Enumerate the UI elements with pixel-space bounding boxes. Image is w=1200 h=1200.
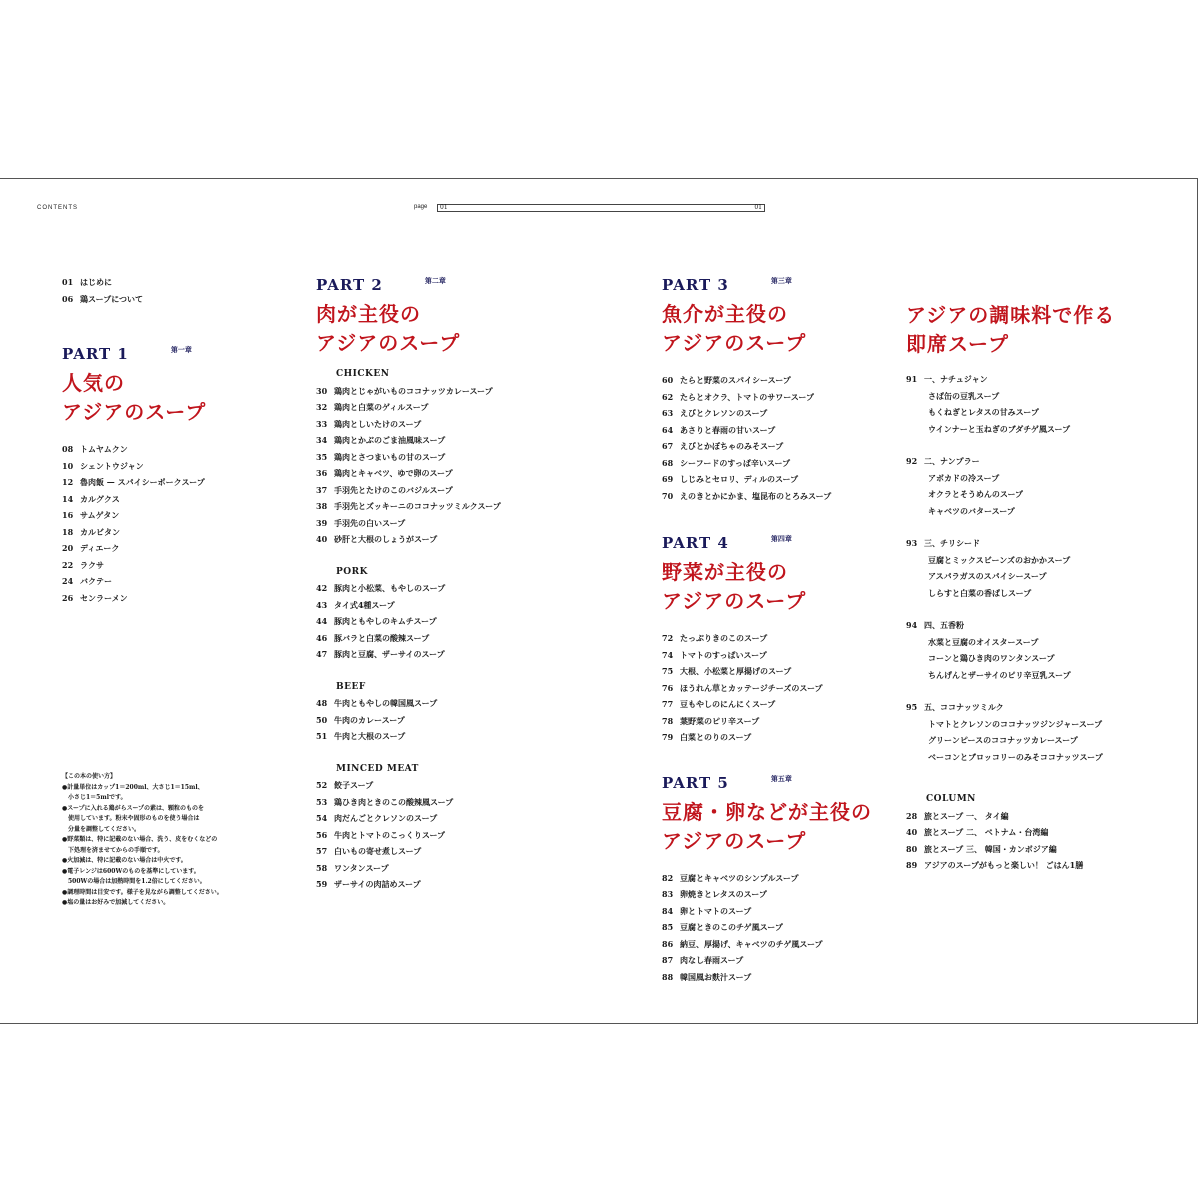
toc-item[interactable] [662, 936, 902, 953]
category-label: MINCED MEAT [336, 763, 419, 774]
toc-item[interactable] [62, 491, 262, 508]
item-title: 豆腐とキャベツのシンプルスープ [680, 872, 799, 883]
item-title: 鶏ひき肉ときのこの酸辣風スープ [334, 796, 454, 807]
usage-note [62, 772, 240, 909]
item-title: 魯肉飯 — スパイシーポークスープ [80, 477, 205, 487]
toc-item[interactable]: しらすと白菜の香ばしスープ [928, 587, 1032, 598]
item-title: 白菜とのりのスープ [680, 732, 752, 742]
page-slider[interactable] [437, 204, 765, 212]
page-number: 40 [316, 534, 328, 544]
item-title: 鶏肉とさつまいもの甘のスープ [334, 451, 446, 462]
page-number: 48 [316, 698, 328, 708]
usage-note-heading: 【この本の使い方】 [62, 773, 117, 780]
page-number: 94 [906, 620, 918, 630]
item-title: ほうれん草とカッテージチーズのスープ [680, 682, 823, 693]
part4-title: 野菜が主役の アジアのスープ [662, 560, 807, 613]
page-number: 35 [316, 451, 328, 462]
toc-item[interactable] [316, 482, 576, 499]
toc-item[interactable] [906, 841, 1166, 858]
toc-item[interactable] [62, 590, 262, 607]
column-list [906, 808, 1166, 874]
page-number: 79 [662, 732, 674, 742]
page-number: 47 [316, 649, 328, 659]
note-line: 500Wの場合は加熱時間を1.2倍にしてください。 [62, 878, 206, 885]
toc-item[interactable] [662, 488, 902, 505]
toc-item[interactable] [662, 405, 902, 422]
page-number: 70 [662, 490, 674, 501]
part6-title: アジアの調味料で作る 即席スープ [906, 303, 1116, 356]
page-number: 37 [316, 484, 328, 495]
page-number: 88 [662, 971, 674, 982]
column-1 [62, 274, 262, 606]
item-title: 二、ナンプラー [924, 456, 980, 466]
toc-item[interactable] [316, 383, 576, 400]
page-number: 57 [316, 846, 328, 856]
page-number: 62 [662, 391, 674, 402]
page-number: 28 [906, 810, 918, 821]
toc-item[interactable]: コーンと鶏ひき肉のワンタンスープ [928, 653, 1055, 663]
item-title: トムヤムクン [80, 444, 128, 454]
item-title: センラーメン [80, 592, 128, 603]
note-line: ●調理時間は目安です。様子を見ながら調整してください。 [62, 888, 223, 896]
page-number: 68 [662, 457, 674, 468]
item-title: 鶏肉と白菜のゲィルスープ [334, 402, 429, 412]
toc-item[interactable] [316, 432, 576, 449]
toc-item[interactable] [316, 416, 576, 433]
note-line: 小さじ1＝5mlです。 [62, 794, 127, 801]
page-number: 50 [316, 714, 328, 725]
column-4 [906, 301, 1166, 874]
column-3 [662, 276, 902, 985]
item-title: 旅とスープ 一、 タイ編 [924, 810, 1009, 821]
toc-item[interactable]: アボカドの冷スープ [928, 472, 1000, 483]
page-number: 42 [316, 583, 328, 593]
toc-item[interactable] [316, 531, 576, 548]
note-line: 使用しています。粉末や固形のものを使う場合は [62, 815, 200, 822]
page-number: 22 [62, 559, 74, 570]
part6-list [906, 371, 1166, 765]
item-title: 五、ココナッツミルク [924, 702, 1004, 712]
toc-item[interactable] [906, 808, 1166, 825]
item-title: 納豆、厚揚げ、キャベツのチゲ風スープ [680, 938, 823, 949]
page-number: 44 [316, 616, 328, 626]
toc-item[interactable] [662, 422, 902, 439]
toc-item[interactable] [662, 713, 902, 730]
item-title: 鶏肉とじゃがいものココナッツカレースープ [334, 385, 493, 396]
toc-item[interactable] [316, 876, 576, 893]
toc-item[interactable] [662, 438, 902, 455]
toc-item[interactable] [906, 857, 1166, 874]
toc-item[interactable] [316, 728, 576, 745]
toc-item[interactable] [62, 524, 262, 541]
toc-item[interactable] [316, 613, 576, 630]
toc-item[interactable] [906, 453, 1166, 470]
item-title: 豚バラと白菜の酸辣スープ [334, 632, 430, 643]
toc-item[interactable] [662, 455, 902, 472]
toc-item[interactable] [316, 843, 576, 860]
pager-start: 01 [440, 204, 448, 211]
toc-item[interactable] [316, 630, 576, 647]
toc-item[interactable]: グリーンピースのココナッツカレースープ [928, 735, 1078, 745]
item-title: 旅とスープ 二、 ベトナム・台湾編 [924, 827, 1049, 837]
item-title: シーフードのすっぱ辛いスープ [680, 457, 791, 468]
item-title: 三、チリシード [924, 538, 980, 548]
page-number: 76 [662, 682, 674, 693]
toc-item[interactable] [62, 540, 262, 557]
page-number: 24 [62, 576, 74, 586]
toc-item[interactable]: ベーコンとブロッコリーのみそココナッツスープ [928, 751, 1103, 762]
page-number: 51 [316, 731, 328, 741]
item-title: 四、五香粉 [924, 620, 964, 630]
page-number: 38 [316, 501, 328, 511]
toc-item[interactable] [316, 712, 576, 729]
toc-item[interactable] [906, 617, 1166, 634]
part1-list [62, 441, 262, 606]
contents-label: CONTENTS [37, 205, 78, 211]
item-title: しじみとセロリ、ディルのスープ [680, 474, 799, 484]
category-label: PORK [336, 566, 368, 577]
toc-item[interactable] [906, 535, 1166, 552]
toc-item[interactable] [316, 646, 576, 663]
page-number: 95 [906, 702, 918, 712]
item-title: サムゲタン [80, 510, 120, 520]
item-title: バクテー [80, 576, 112, 586]
page-number: 34 [316, 435, 328, 445]
note-line: ●計量単位はカップ1＝200ml、大さじ1＝15ml、 [62, 783, 204, 791]
note-line: 分量を調整してください。 [62, 825, 141, 833]
item-title: 卵焼きとレタスのスープ [680, 889, 767, 899]
page-number: 16 [62, 510, 74, 520]
toc-item[interactable]: ウインナーと玉ねぎのブダチゲ風スープ [928, 423, 1071, 434]
page-number: 54 [316, 813, 328, 823]
toc-item[interactable] [662, 886, 902, 903]
toc-item[interactable] [906, 699, 1166, 716]
toc-item[interactable] [316, 695, 576, 712]
toc-item[interactable] [316, 449, 576, 466]
toc-item[interactable] [906, 824, 1166, 841]
item-title: 牛肉のカレースープ [334, 714, 405, 725]
note-line: ●電子レンジは600Wのものを基準にしています。 [62, 867, 200, 875]
toc-item[interactable] [316, 498, 576, 515]
toc-item[interactable] [662, 663, 902, 680]
item-title: 旅とスープ 三、 韓国・カンボジア編 [924, 843, 1057, 854]
item-title: 牛肉と大根のスープ [334, 731, 406, 741]
toc-item[interactable] [662, 630, 902, 647]
item-title: 鶏肉としいたけのスープ [334, 418, 422, 429]
item-title: 豆腐ときのこのチゲ風スープ [680, 922, 783, 932]
category-label: BEEF [336, 681, 366, 692]
page-number: 78 [662, 715, 674, 726]
part1-heading: PART 1 $^{第一章}$ [62, 345, 192, 363]
pager-end: 01 [754, 204, 762, 211]
toc-item[interactable] [62, 274, 262, 291]
toc-item[interactable] [316, 794, 576, 811]
toc-item[interactable] [316, 827, 576, 844]
item-title: 牛肉ともやしの韓国風スープ [334, 698, 438, 708]
item-title: 鶏肉とかぶのごま油風味スープ [334, 435, 446, 445]
part5-heading: PART 5 $^{第五章}$ [662, 773, 792, 792]
item-title: 砂肝と大根のしょうがスープ [334, 534, 438, 544]
item-title: シェントウジャン [80, 460, 144, 471]
item-title: 白いもの寄せ煮しスープ [334, 846, 422, 856]
page-number: 26 [62, 592, 74, 603]
toc-item[interactable] [662, 729, 902, 746]
toc-item[interactable] [316, 860, 576, 877]
item-title: 韓国風お麩汁スープ [680, 971, 752, 982]
page-number: 58 [316, 862, 328, 873]
item-title: 手羽先の白いスープ [334, 517, 406, 528]
page-number: 91 [906, 374, 918, 384]
page-number: 72 [662, 633, 674, 643]
toc-item[interactable] [316, 580, 576, 597]
intro-list [62, 274, 262, 307]
toc-item[interactable]: ちんげんとザーサイのピリ辛豆乳スープ [928, 669, 1071, 680]
part2-list [316, 366, 576, 893]
toc-item[interactable] [662, 389, 902, 406]
page-number: 67 [662, 441, 674, 451]
item-title: 豚肉ともやしのキムチスープ [334, 616, 437, 626]
item-title: 卵とトマトのスープ [680, 905, 752, 916]
toc-item[interactable] [662, 696, 902, 713]
toc-item[interactable]: 水菜と豆腐のオイスタースープ [928, 636, 1039, 647]
toc-item[interactable]: もくねぎとレタスの甘みスープ [928, 407, 1039, 417]
page-number: 32 [316, 402, 328, 412]
part3-list [662, 372, 902, 504]
page-number: 56 [316, 829, 328, 840]
toc-item[interactable] [662, 372, 902, 389]
item-title: たっぷりきのこのスープ [680, 633, 768, 643]
toc-item[interactable] [906, 371, 1166, 388]
page-number: 18 [62, 526, 74, 537]
item-title: ラクサ [80, 559, 104, 570]
pager-label: page [414, 204, 428, 210]
item-title: アジアのスープがもっと楽しい！ ごはん1膳 [924, 860, 1084, 870]
page-number: 46 [316, 632, 328, 643]
item-title: あさりと春雨の甘いスープ [680, 424, 776, 435]
item-title: 鶏肉とキャベツ、ゆで卵のスープ [334, 468, 453, 478]
page-number: 64 [662, 424, 674, 435]
toc-item[interactable]: キャベツのバタースープ [928, 505, 1015, 516]
item-title: 肉なし春雨スープ [680, 955, 744, 965]
toc-item[interactable] [62, 557, 262, 574]
item-title: 豚肉と小松菜、もやしのスープ [334, 583, 446, 593]
page-number: 20 [62, 543, 74, 553]
page-number: 89 [906, 860, 918, 870]
toc-item[interactable] [316, 597, 576, 614]
note-line: 下処理を済ませてからの手順です。 [62, 846, 164, 854]
column-2 [316, 276, 576, 893]
toc-item[interactable] [662, 919, 902, 936]
page-number: 59 [316, 879, 328, 889]
page-number: 87 [662, 955, 674, 965]
page-number: 93 [906, 538, 918, 548]
item-title: 手羽先とたけのこのバジルスープ [334, 484, 453, 495]
toc-item[interactable] [316, 399, 576, 416]
item-title: カルグクス [80, 493, 120, 504]
item-title: 豚肉と豆腐、ザーサイのスープ [334, 649, 445, 659]
item-title: たらとオクラ、トマトのサワースープ [680, 391, 814, 402]
item-title: えびとクレソンのスープ [680, 408, 768, 418]
part2-title: 肉が主役の アジアのスープ [316, 302, 461, 355]
page-number: 77 [662, 699, 674, 709]
page-number: 63 [662, 408, 674, 418]
page-number: 08 [62, 444, 74, 454]
page-number: 40 [906, 827, 918, 837]
item-title: ディエーク [80, 543, 120, 553]
toc-item[interactable] [662, 647, 902, 664]
item-title: えびとかぼちゃのみそスープ [680, 441, 784, 451]
page-number: 10 [62, 460, 74, 471]
page-number: 33 [316, 418, 328, 429]
part2-heading: PART 2 $^{第二章}$ [316, 276, 446, 294]
page-number: 80 [906, 843, 918, 854]
toc-item[interactable] [62, 474, 262, 491]
page-number: 39 [316, 517, 328, 528]
item-title: ワンタンスープ [334, 862, 389, 873]
item-title: 牛肉とトマトのこっくりスープ [334, 829, 446, 840]
page-number: 83 [662, 889, 674, 899]
toc-item[interactable] [62, 458, 262, 475]
item-title: カルビタン [80, 526, 120, 537]
part4-list [662, 630, 902, 746]
toc-item[interactable] [662, 680, 902, 697]
part1-title: 人気の アジアのスープ [62, 371, 207, 424]
part3-title: 魚介が主役の アジアのスープ [662, 302, 807, 355]
page-number: 60 [662, 375, 674, 385]
part3-heading: PART 3 $^{第三章}$ [662, 276, 792, 294]
toc-item[interactable] [62, 507, 262, 524]
page-number: 36 [316, 468, 328, 478]
toc-item[interactable] [316, 810, 576, 827]
part4-heading: PART 4 $^{第四章}$ [662, 534, 792, 552]
toc-item[interactable] [316, 515, 576, 532]
toc-item[interactable] [316, 465, 576, 482]
page-number: 52 [316, 780, 328, 790]
toc-item[interactable] [662, 471, 902, 488]
toc-item[interactable]: 豆腐とミックスビーンズのおかかスープ [928, 554, 1071, 565]
page-number: 82 [662, 872, 674, 883]
toc-item[interactable] [316, 777, 576, 794]
page-number: 30 [316, 385, 328, 396]
page-number: 85 [662, 922, 674, 932]
toc-item[interactable] [662, 969, 902, 986]
page-number: 12 [62, 477, 74, 487]
page-number: 06 [62, 293, 74, 304]
item-title: 葉野菜のピリ辛スープ [680, 715, 760, 726]
item-title: ザーサイの肉詰めスープ [334, 879, 421, 889]
item-title: たらと野菜のスパイシースープ [680, 375, 791, 385]
item-title: 大根、小松菜と厚揚げのスープ [680, 666, 792, 676]
note-line: ●野菜類は、特に記載のない場合、洗う、皮をむくなどの [62, 836, 218, 843]
part5-list [662, 870, 902, 986]
toc-item[interactable] [662, 903, 902, 920]
toc-item[interactable] [62, 291, 262, 308]
toc-item[interactable]: トマトとクレソンのココナッツジンジャースープ [928, 718, 1103, 729]
item-title: 肉だんごとクレソンのスープ [334, 813, 438, 823]
page-number: 92 [906, 456, 918, 466]
part5-title: 豆腐・卵などが主役の アジアのスープ [662, 799, 872, 853]
item-title: 一、ナチュジャン [924, 374, 988, 384]
toc-item[interactable] [62, 441, 262, 458]
item-title: 豆もやしのにんにくスープ [680, 699, 776, 709]
toc-item[interactable]: オクラとそうめんのスープ [928, 489, 1024, 499]
page-number: 75 [662, 666, 674, 676]
page-number: 14 [62, 493, 74, 504]
page-number: 53 [316, 796, 328, 807]
toc-item[interactable]: さば缶の豆乳スープ [928, 390, 1000, 401]
page-number: 86 [662, 938, 674, 949]
item-title: トマトのすっぱいスープ [680, 649, 767, 660]
page-number: 74 [662, 649, 674, 660]
page-number: 43 [316, 599, 328, 610]
page-number: 01 [62, 277, 74, 287]
item-title: 鶏スープについて [80, 293, 144, 304]
note-line: ●火加減は、特に記載のない場合は中火です。 [62, 857, 187, 864]
item-title: はじめに [80, 277, 112, 287]
item-title: 餃子スープ [334, 780, 374, 790]
note-line: ●塩の量はお好みで加減してください。 [62, 899, 170, 906]
item-title: タイ式4種スープ [334, 599, 395, 610]
toc-item[interactable] [662, 870, 902, 887]
page-number: 84 [662, 905, 674, 916]
toc-item[interactable]: アスパラガスのスパイシースープ [928, 571, 1047, 581]
toc-item[interactable] [62, 573, 262, 590]
item-title: えのきとかにかま、塩昆布のとろみスープ [680, 490, 832, 501]
note-line: ●スープに入れる鶏がらスープの素は、顆粒のものを [62, 804, 205, 812]
column-label: COLUMN [926, 794, 976, 804]
toc-item[interactable] [662, 952, 902, 969]
page-number: 69 [662, 474, 674, 484]
category-label: CHICKEN [336, 369, 390, 379]
item-title: 手羽先とズッキーニのココナッツミルクスープ [334, 501, 501, 511]
